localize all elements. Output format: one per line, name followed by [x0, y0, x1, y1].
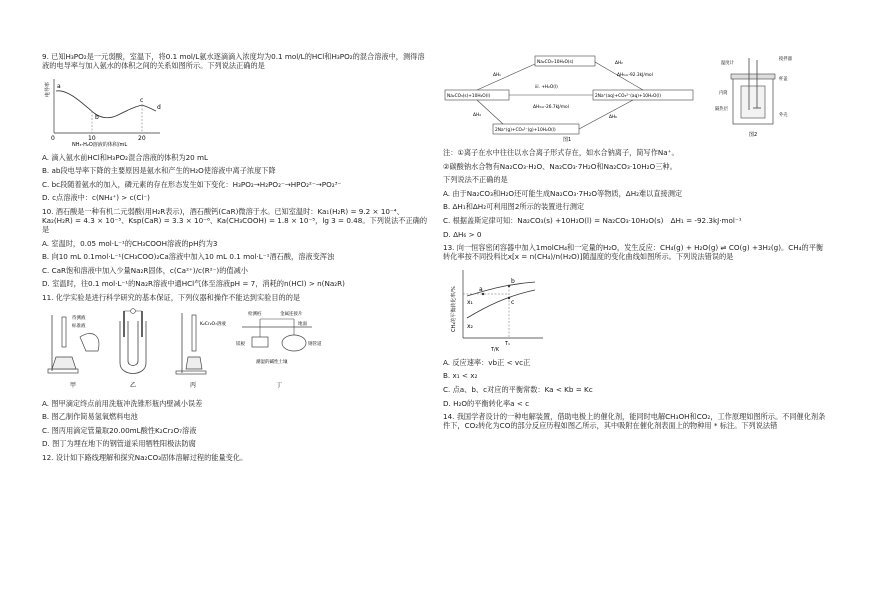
q13-point-c: c	[511, 298, 515, 306]
q12-dh6: ΔH₆	[609, 115, 617, 120]
q9-option-d: D. c点溶液中：c(NH₄⁺) > c(Cl⁻)	[42, 193, 150, 203]
q12-figures-svg	[443, 50, 828, 142]
q9-chart	[42, 75, 172, 147]
q12-figures	[443, 50, 828, 142]
q11-label-ding: 丁	[276, 381, 283, 389]
q9-curve	[56, 90, 156, 117]
q9-option-a: A. 滴入氨水前HCl和H₃PO₂混合溶液的体积为20 mL	[42, 152, 209, 162]
q12-box-3: 2Na⁺(aq)+CO₃²⁻(aq)+10H₂O(l)	[595, 94, 661, 99]
q12-fig2-shell: 外壳	[779, 113, 788, 118]
q13-point-b-dot	[508, 285, 510, 287]
q9-ylabel: 电导率	[45, 81, 51, 97]
q12-box-1: Na₂CO₃(s)+10H₂O(l)	[447, 94, 491, 99]
q11-bing-reagent: K₂Cr₂O₇溶液	[200, 321, 226, 327]
q13-option-b: B. x₁ < x₂	[443, 371, 478, 381]
q12-fig1-caption: 图1	[563, 137, 572, 142]
q11-option-b: B. 图乙制作简易氢氧燃料电池	[42, 412, 138, 422]
q9-xlabel: NH₃·H₂O溶液的体积/mL	[72, 141, 128, 147]
q13-point-c-dot	[508, 297, 510, 299]
q12-fig2	[715, 55, 793, 138]
q12-box-4: 2Na⁺(g)+CO₃²⁻(g)+10H₂O(l)	[495, 128, 556, 133]
q12-box-2: Na₂CO₃·10H₂O(s)	[537, 60, 574, 65]
q12-dh3: ΔH₃=-26.7kJ/mol	[533, 105, 569, 110]
q11-label-yi: 乙	[130, 381, 137, 389]
q9-stem: 9. 已知H₃PO₂是一元弱酸，室温下，将0.1 mol/L氨水逐滴滴入浓度均为0.1 mol/L的HCl和H₃PO₂的混合溶液中，测得溶液的电导率与加入氨水的体积之间的关系如图所示。下列说法正确的是	[42, 52, 425, 70]
q9-point-c: c	[140, 96, 144, 104]
q12-option-b: B. ΔH₁和ΔH₂可利用图2所示的装置进行测定	[443, 202, 585, 212]
q11-option-a: A. 图甲滴定终点前用洗瓶冲洗锥形瓶内壁减小误差	[42, 398, 203, 408]
q11-figures	[42, 307, 372, 393]
q9-chart-svg	[42, 75, 172, 147]
q11-fig-jia	[48, 314, 99, 389]
q13-tick-t1: T₁	[505, 340, 511, 347]
q13-curve-label-x2: x₂	[467, 322, 473, 330]
q13-point-b: b	[511, 277, 515, 285]
q11-ding-left: 镁板	[236, 341, 245, 347]
right-column	[443, 50, 828, 435]
q12-fig2-lid: 杯盖	[779, 77, 788, 82]
q10-option-c: C. CaR饱和溶液中加入少量Na₂R固体，c(Ca²⁺)/c(R²⁻)的值减小	[42, 265, 248, 275]
q12-fig2-insulation: 隔热层	[715, 107, 728, 112]
q12-note-2: ②碳酸钠水合物有Na₂CO₃·H₂O、Na₂CO₃·7H₂O和Na₂CO₃·10H₂O三种。	[443, 161, 677, 171]
q12-dh4: ΔH₄	[473, 113, 481, 118]
q11-ding-soil: 潮湿的碱性土壤	[256, 359, 288, 365]
q9-tick-10: 10	[88, 134, 96, 142]
q9-point-d: d	[157, 103, 161, 111]
q12-iii: iii. +H₂O(l)	[535, 85, 558, 90]
q10-stem: 10. 酒石酸是一种有机二元弱酸(用H₂R表示)，酒石酸钙(CaR)微溶于水。已知室温时：Ka₁(H₂R) = 9.2 × 10⁻⁴、Ka₂(H₂R) = 4.3 × 10⁻⁵、Ksp(CaR) = 3.3 × 10⁻⁶、Ka(CH₃COOH) = 1.8 × 10⁻⁵，lg 3 = 0.48。下列说法不正确的是	[42, 206, 428, 234]
q13-option-d: D. H₂O的平衡转化率a < c	[443, 398, 530, 408]
q12-fig2-caption: 图2	[749, 132, 758, 138]
q9-tick-0: 0	[51, 134, 55, 142]
q13-xlabel: T/K	[491, 346, 500, 352]
q10-option-a: A. 室温时，0.05 mol·L⁻¹的CH₃COOH溶液的pH约为3	[42, 238, 218, 248]
q13-curve-label-x1: x₁	[467, 298, 473, 306]
q10-option-d: D. 室温时，往0.1 mol·L⁻¹的Na₂R溶液中通HCl气体至溶液pH = 7，消耗的n(HCl) > n(Na₂R)	[42, 279, 345, 289]
q9-tick-20: 20	[138, 134, 146, 142]
q13-point-a: a	[479, 285, 483, 293]
q11-figures-svg	[42, 307, 372, 393]
q11-fig-yi	[120, 308, 146, 388]
q12-dh2: ΔH₂	[615, 61, 623, 66]
q11-fig-ding	[236, 310, 322, 389]
left-column	[42, 50, 430, 467]
q11-ding-top: 检测桩	[248, 311, 262, 317]
q11-option-c: C. 图丙用滴定管量取20.00mL酸性K₂Cr₂O₇溶液	[42, 425, 197, 435]
q12-dh5: ΔH₅=-92.3kJ/mol	[617, 73, 653, 78]
q12-stem: 12. 设计如下路线理解和探究Na₂CO₃固体溶解过程的能量变化。	[42, 452, 248, 462]
q12-option-d: D. ΔH₆ > 0	[443, 229, 482, 239]
q12-option-c: C. 根据盖斯定律可知：Na₂CO₃(s) +10H₂O(l) = Na₂CO₃·10H₂O(s) ΔH₁ = -92.3kJ·mol⁻¹	[443, 215, 742, 225]
q11-ding-ground: 地面	[298, 321, 307, 327]
q11-ding-pipe: 钢管道	[308, 341, 322, 347]
q12-fig2-stirrer: 搅拌器	[779, 57, 792, 62]
q12-note-1: 注：①离子在水中往往以水合离子形式存在，如水合钠离子，简写作Na⁺。	[443, 148, 679, 157]
q11-label-bing: 丙	[190, 381, 197, 389]
q11-ding-wire: 金属连接片	[280, 311, 303, 317]
q12-note-3: 下列说法不正确的是	[443, 175, 508, 185]
q11-jia-label2: 标准液	[72, 323, 86, 329]
q11-fig-bing	[176, 313, 226, 389]
q12-fig1	[445, 56, 693, 142]
q12-fig2-inner: 内筒	[719, 91, 728, 96]
q11-jia-label1: 待测液	[72, 315, 86, 321]
q13-chart	[443, 266, 553, 352]
q12-dh1: ΔH₁	[493, 73, 501, 78]
q14-stem: 14. 我国学者设计的一种电解装置，借助电极上的催化剂，能同时电解CH₃OH和CO₂，工作原理如图所示。不同催化剂条件下，CO₂转化为CO的部分反应历程如图乙所示，其中吸附在催化剂表面上的物种用 * 标注。下列说法错	[443, 412, 826, 431]
q9-option-b: B. ab段电导率下降的主要原因是氨水和产生的H₂O使溶液中离子浓度下降	[42, 166, 276, 176]
q12-fig2-thermometer: 温度计	[721, 61, 734, 66]
q13-ylabel: CH₄的平衡转化率/%	[451, 286, 457, 332]
q13-option-c: C. 点a、b、c对应的平衡常数：Ka < Kb = Kc	[443, 384, 593, 394]
q10-option-b: B. 向10 mL 0.1mol·L⁻¹(CH₃COO)₂Ca溶液中加入10 mL 0.1 mol·L⁻¹酒石酸，溶液变浑浊	[42, 252, 335, 262]
q11-label-jia: 甲	[70, 381, 77, 389]
q9-option-c: C. bc段随着氨水的加入，磷元素的存在形态发生如下变化：H₃PO₂→H₂PO₂⁻→HPO₂²⁻→PO₂³⁻	[42, 179, 342, 189]
q11-stem: 11. 化学实验是进行科学研究的基本保证，下列仪器和操作不能达到实验目的的是	[42, 292, 301, 302]
q9-point-a: a	[57, 82, 61, 90]
q9-point-b: b	[95, 113, 99, 121]
q11-option-d: D. 图丁为埋在地下的钢管道采用牺牲阳极法防腐	[42, 439, 196, 449]
q13-chart-svg	[443, 266, 553, 352]
q13-option-a: A. 反应速率：vb正 < vc正	[443, 357, 531, 367]
q12-option-a: A. 由于Na₂CO₃和H₂O还可能生成Na₂CO₃·7H₂O等物质，ΔH₂难以直接测定	[443, 188, 683, 198]
q13-stem: 13. 向一恒容密闭容器中加入1molCH₄和一定量的H₂O，发生反应：CH₄(g) + H₂O(g) ⇌ CO(g) +3H₂(g)。CH₄的平衡转化率按不同投料比x[x = n(CH₄)/n(H₂O)]随温度的变化曲线如图所示。下列说法错误的是	[443, 243, 824, 262]
q13-point-a-dot	[482, 293, 484, 295]
